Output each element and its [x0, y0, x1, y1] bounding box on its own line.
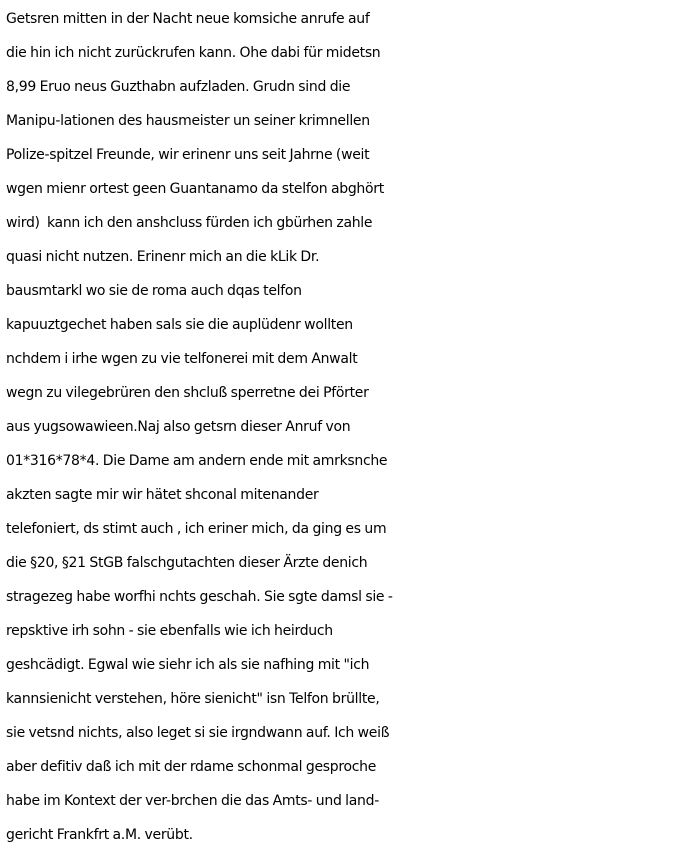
text-line: wgen mienr ortest geen Guantanamo da stelfon abghört	[6, 181, 384, 197]
text-line: Polize-spitzel Freunde, wir erinenr uns seit Jahrne (weit	[6, 147, 370, 163]
text-line: repsktive irh sohn - sie ebenfalls wie ich heirduch	[6, 623, 333, 639]
text-line: geshcädigt. Egwal wie siehr ich als sie nafhing mit "ich	[6, 657, 370, 673]
text-line: die §20, §21 StGB falschgutachten dieser Ärzte denich	[6, 555, 368, 571]
text-line: gericht Frankfrt a.M. verübt.	[6, 827, 193, 843]
text-line: Manipu-lationen des hausmeister un seiner krimnellen	[6, 113, 370, 129]
text-line: wegn zu vilegebrüren den shcluß sperretne dei Pförter	[6, 385, 369, 401]
text-line: die hin ich nicht zurückrufen kann. Ohe dabi für midetsn	[6, 45, 381, 61]
text-line: kapuuztgechet haben sals sie die auplüdenr wollten	[6, 317, 353, 333]
document-body	[6, 2, 682, 852]
text-line: 01*316*78*4. Die Dame am andern ende mit amrksnche	[6, 453, 388, 469]
text-line: Getsren mitten in der Nacht neue komsiche anrufe auf	[6, 11, 370, 27]
text-line: quasi nicht nutzen. Erinenr mich an die kLik Dr.	[6, 249, 320, 265]
text-line: kannsienicht verstehen, höre sienicht" isn Telfon brüllte,	[6, 691, 380, 707]
text-line: nchdem i irhe wgen zu vie telfonerei mit dem Anwalt	[6, 351, 358, 367]
text-line: wird) kann ich den anshcluss fürden ich gbürhen zahle	[6, 215, 373, 231]
text-line: aber defitiv daß ich mit der rdame schonmal gesproche	[6, 759, 377, 775]
text-line: habe im Kontext der ver-brchen die das Amts- und land-	[6, 793, 379, 809]
text-line: sie vetsnd nichts, also leget si sie irgndwann auf. Ich weiß	[6, 725, 390, 741]
text-line: telefoniert, ds stimt auch , ich eriner mich, da ging es um	[6, 521, 387, 537]
text-line: aus yugsowawieen.Naj also getsrn dieser Anruf von	[6, 419, 351, 435]
text-line: stragezeg habe worfhi nchts geschah. Sie sgte damsl sie -	[6, 589, 393, 605]
text-line: 8,99 Eruo neus Guzthabn aufzladen. Grudn sind die	[6, 79, 351, 95]
text-line: bausmtarkl wo sie de roma auch dqas telfon	[6, 283, 302, 299]
text-line: akzten sagte mir wir hätet shconal mitenander	[6, 487, 319, 503]
